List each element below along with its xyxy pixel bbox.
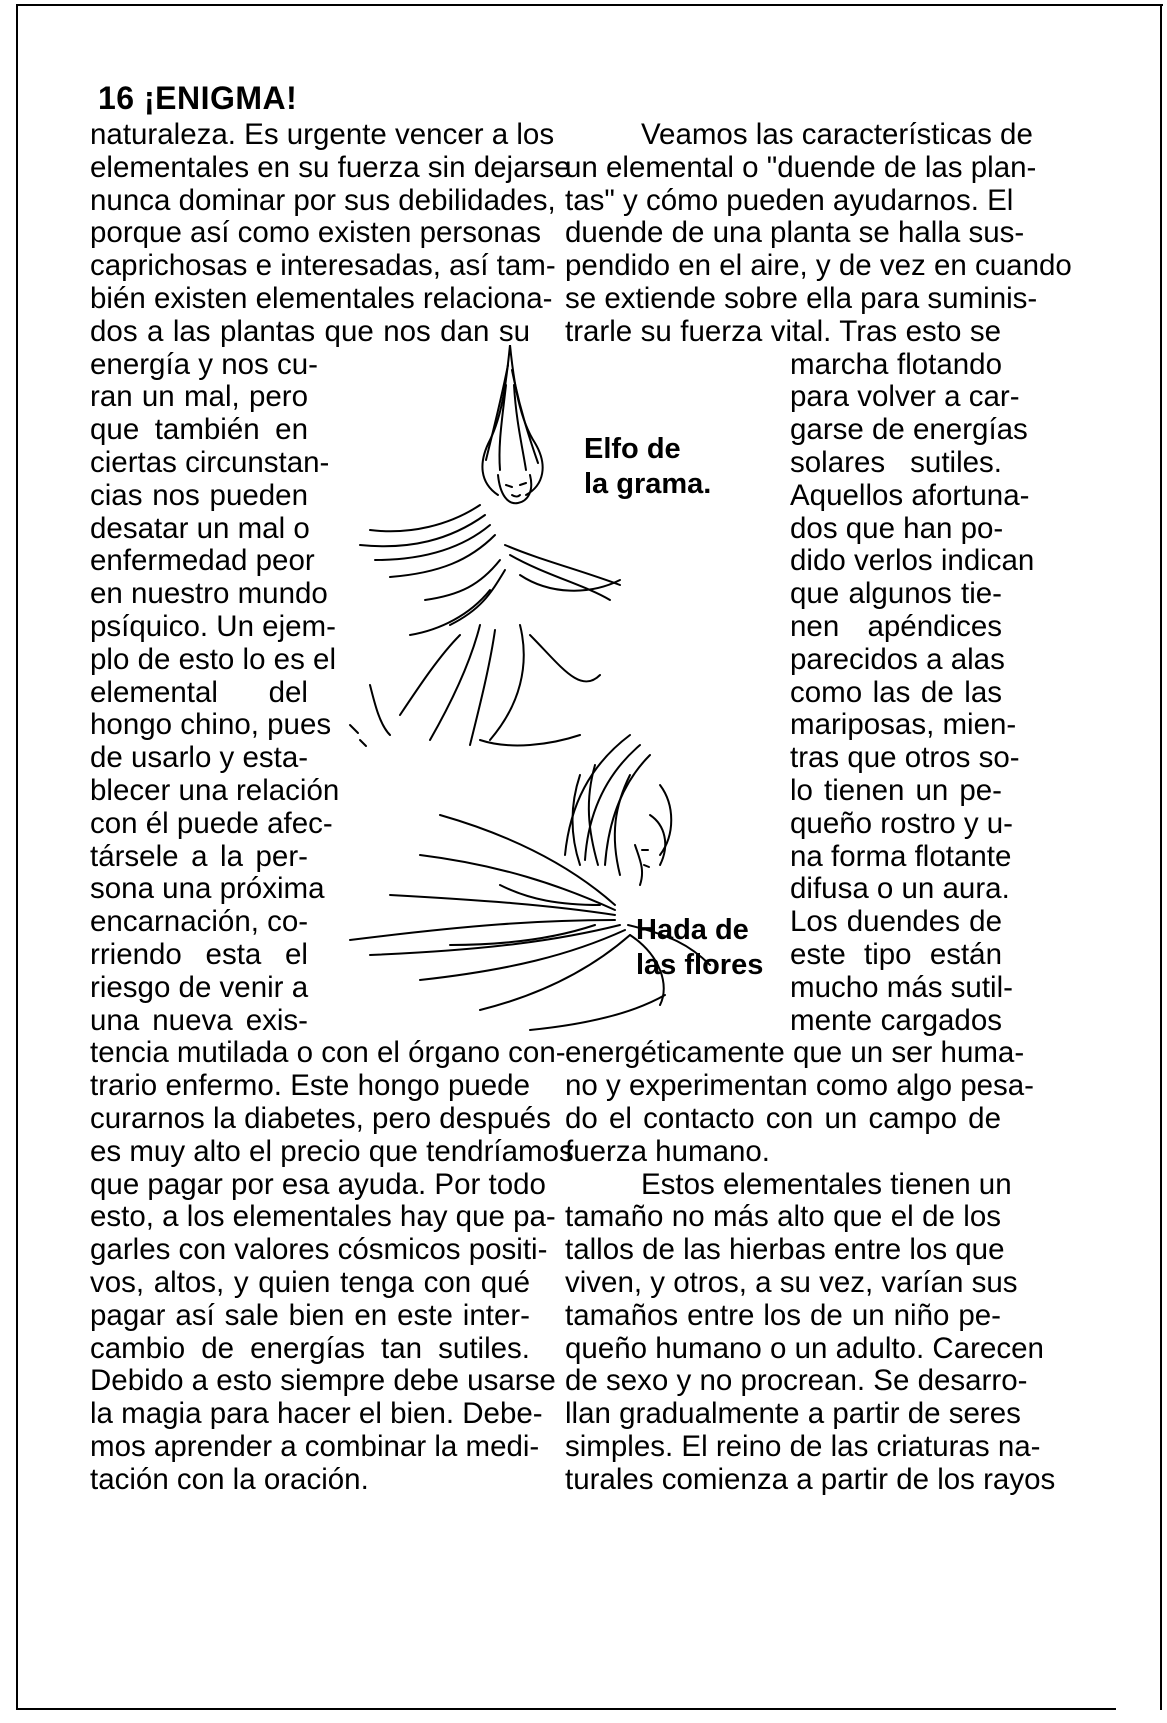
left-column-line: plo de esto lo es el <box>90 642 336 676</box>
right-column-line: Estos elementales tienen un <box>641 1167 1012 1201</box>
left-column-line: psíquico. Un ejem- <box>90 610 336 643</box>
right-column-line: dos que han po- <box>790 511 1004 545</box>
left-column-line: caprichosas e interesadas, así tam- <box>90 249 556 283</box>
right-column-line: difusa o un aura. <box>790 872 1010 906</box>
page-title: ¡ENIGMA! <box>143 80 298 116</box>
right-column-line: mente cargados <box>790 1003 1002 1037</box>
page-border-bottom <box>16 1708 1116 1710</box>
right-column-line: tamaños entre los de un niño pe- <box>565 1298 1001 1332</box>
left-column-line: vos, altos, y quien tenga con qué <box>90 1266 530 1299</box>
left-column-line: porque así como existen personas <box>90 216 541 250</box>
right-column-line: se extiende sobre ella para suminis- <box>565 282 1038 315</box>
right-column-line: simples. El reino de las criaturas na- <box>565 1430 1041 1463</box>
right-column-line: do el contacto con un campo de <box>565 1102 1001 1135</box>
right-column-line: Los duendes de <box>790 905 1002 939</box>
page-header <box>98 80 297 117</box>
left-column-line: bién existen elementales relaciona- <box>90 282 553 315</box>
right-column-line: mucho más sutil- <box>790 970 1013 1004</box>
right-column-line: fuerza humano. <box>565 1134 770 1168</box>
left-column-line: cias nos pueden <box>90 478 308 512</box>
right-column-line: solares sutiles. <box>790 446 1002 479</box>
right-column-line: no y experimentan como algo pesa- <box>565 1069 1034 1103</box>
left-column-line: riesgo de venir a <box>90 970 309 1004</box>
left-column-line: que también en <box>90 413 308 447</box>
left-column-line: rriendo esta el <box>90 938 308 971</box>
left-column-line: tencia mutilada o con el órgano con- <box>90 1036 566 1070</box>
left-column-line: Debido a esto siempre debe usarse <box>90 1364 556 1398</box>
elf-caption-line-1: Elfo de <box>584 433 681 465</box>
left-column-line: társele a la per- <box>90 839 308 873</box>
left-column-line: trario enfermo. Este hongo puede <box>90 1069 530 1103</box>
left-column-line: desatar un mal o <box>90 511 310 545</box>
page-border-right <box>1160 4 1162 1710</box>
left-column-line: hongo chino, pues <box>90 708 332 742</box>
right-column-line: na forma flotante <box>790 839 1012 873</box>
right-column-line: viven, y otros, a su vez, varían sus <box>565 1266 1018 1299</box>
right-column-line: Veamos las características de <box>641 118 1033 151</box>
right-column-line: Aquellos afortuna- <box>790 478 1030 512</box>
left-column-line: nunca dominar por sus debilidades, <box>90 183 556 217</box>
right-column-line: energéticamente que un ser huma- <box>565 1036 1025 1070</box>
left-column-line: ciertas circunstan- <box>90 446 330 479</box>
left-column-line: con él puede afec- <box>90 806 333 840</box>
fairy-caption-line-1: Hada de <box>636 914 749 946</box>
right-column-line: tas" y cómo pueden ayudarnos. El <box>565 183 1014 217</box>
right-column-line: este tipo están <box>790 938 1002 971</box>
elf-figure <box>350 345 620 746</box>
left-column-line: energía y nos cu- <box>90 347 318 381</box>
right-column-line: mariposas, mien- <box>790 708 1017 742</box>
elf-caption <box>584 432 711 502</box>
right-column-line: pendido en el aire, y de vez en cuando <box>565 249 1072 283</box>
left-column-line: que pagar por esa ayuda. Por todo <box>90 1167 546 1201</box>
right-column-line: garse de energías <box>790 413 1028 447</box>
left-column-line: naturaleza. Es urgente vencer a los <box>90 118 555 151</box>
left-column-line: ran un mal, pero <box>90 380 308 414</box>
right-column-line: lo tienen un pe- <box>790 774 1002 807</box>
left-column-line: enfermedad peor <box>90 544 315 578</box>
left-column-line: tación con la oración. <box>90 1462 369 1496</box>
left-column-line: en nuestro mundo <box>90 577 328 611</box>
right-column-line: para volver a car- <box>790 380 1020 414</box>
page-number: 16 <box>98 80 135 116</box>
page-border-left <box>16 4 18 1710</box>
left-column-line: encarnación, co- <box>90 905 309 939</box>
fairy-caption-line-2: las flores <box>636 949 764 981</box>
right-column-line: nen apéndices <box>790 610 1002 643</box>
page-border-top <box>16 4 1163 6</box>
right-column-line: trarle su fuerza vital. Tras esto se <box>565 314 1001 348</box>
right-column-line: tamaño no más alto que el de los <box>565 1200 1001 1234</box>
right-column-line: duende de una planta se halla sus- <box>565 216 1025 250</box>
fairy-caption <box>636 913 763 983</box>
right-column-line: un elemental o "duende de las plan- <box>565 150 1037 184</box>
right-column-line: tras que otros so- <box>790 741 1020 775</box>
right-column-line: llan gradualmente a partir de seres <box>565 1397 1021 1431</box>
left-column-line: garles con valores cósmicos positi- <box>90 1233 548 1267</box>
right-column-line: de sexo y no procrean. Se desarro- <box>565 1364 1028 1398</box>
left-column-line: la magia para hacer el bien. Debe- <box>90 1397 543 1431</box>
right-column-line: queño humano o un adulto. Carecen <box>565 1331 1044 1365</box>
left-column-line: elementales en su fuerza sin dejarse <box>90 150 571 184</box>
left-column-line: sona una próxima <box>90 872 325 906</box>
right-column-line: como las de las <box>790 675 1002 709</box>
elf-caption-line-2: la grama. <box>584 468 712 500</box>
left-column-line: una nueva exis- <box>90 1003 308 1037</box>
left-column-line: curarnos la diabetes, pero después <box>90 1102 551 1135</box>
left-column-line: blecer una relación <box>90 774 340 807</box>
left-column-line: mos aprender a combinar la medi- <box>90 1430 540 1463</box>
left-column-line: pagar así sale bien en este inter- <box>90 1298 530 1332</box>
right-column-line: turales comienza a partir de los rayos <box>565 1462 1056 1496</box>
fairy-figure <box>350 735 710 1030</box>
right-column-line: parecidos a alas <box>790 642 1005 676</box>
right-column-line: que algunos tie- <box>790 577 1002 611</box>
left-column-line: esto, a los elementales hay que pa- <box>90 1200 556 1234</box>
right-column-line: tallos de las hierbas entre los que <box>565 1233 1005 1267</box>
left-column-line: es muy alto el precio que tendríamos <box>90 1134 574 1168</box>
left-column-line: elemental del <box>90 675 308 709</box>
right-column-line: queño rostro y u- <box>790 806 1014 840</box>
right-column-line: marcha flotando <box>790 347 1002 381</box>
left-column-line: dos a las plantas que nos dan su <box>90 314 530 348</box>
left-column-line: de usarlo y esta- <box>90 741 309 775</box>
left-column-line: cambio de energías tan sutiles. <box>90 1331 530 1365</box>
right-column-line: dido verlos indican <box>790 544 1035 578</box>
